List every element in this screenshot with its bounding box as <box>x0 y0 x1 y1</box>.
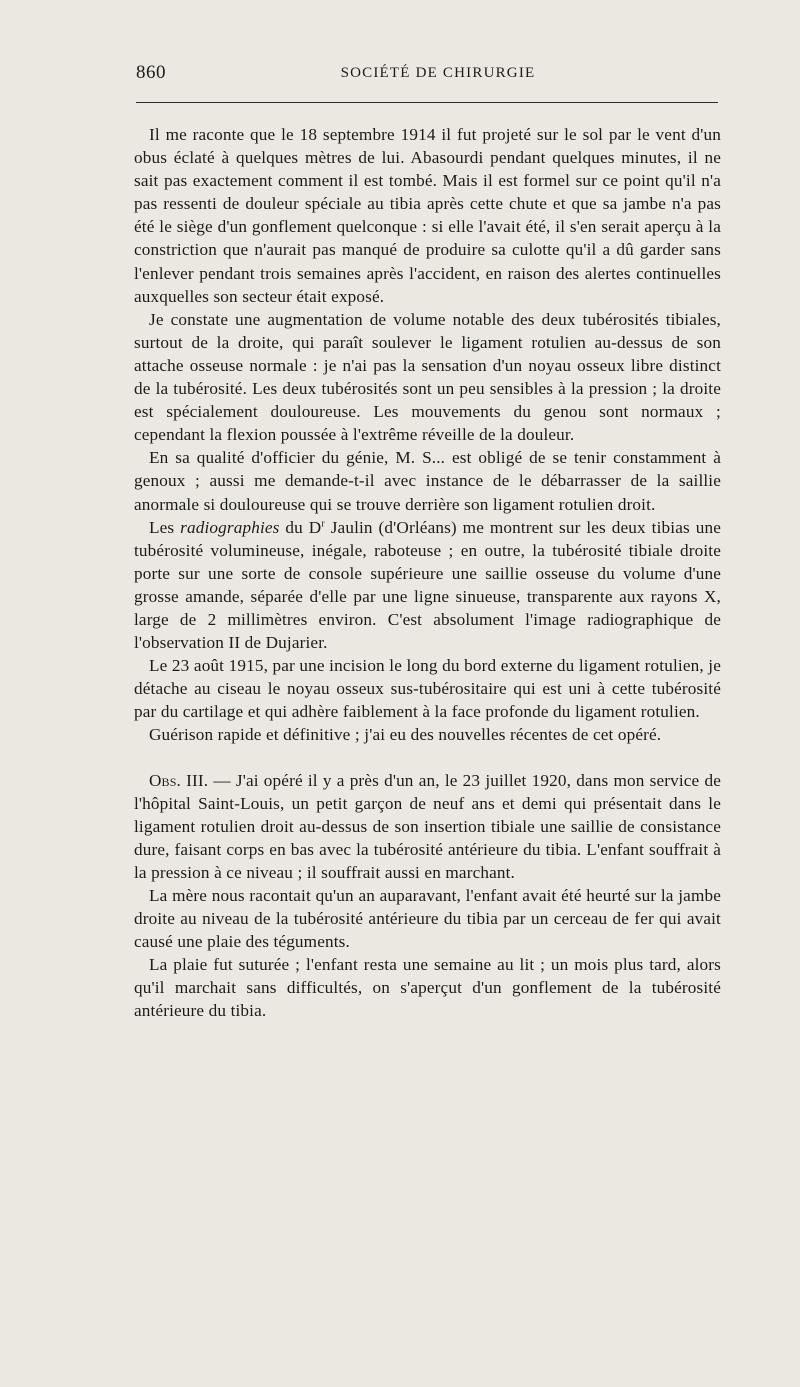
paragraph-4-rest: Jaulin (d'Orléans) me montrent sur les deux tibias une tubérosité volumineuse, inégale, raboteuse ; en outre, la tubérosité tibiale droite porte sur une sorte de console supérieure une saillie osseuse du volume d'une grosse amande, séparée d'elle par une ligne sinueuse, transparente aux rayons X, large de 2 millimètres environ. C'est absolument l'image radiographique de l'observation II de Dujarier. <box>134 517 721 653</box>
paragraph-4-doctor: du D <box>279 517 322 537</box>
paragraph-4 <box>134 516 721 655</box>
header-rule <box>136 102 718 103</box>
paragraph-2: Je constate une augmentation de volume notable des deux tubérosités tibiales, surtout de la droite, qui paraît soulever le ligament rotulien au-dessus de son attache osseuse normale : je n'ai pas la sensation d'un noyau osseux libre distinct de la tubérosité. Les deux tubérosités sont un peu sensibles à la pression ; la droite est spécialement douloureuse. Les mouvements du genou sont normaux ; cependant la flexion poussée à l'extrême réveille de la douleur. <box>134 309 721 445</box>
observation-text: — J'ai opéré il y a près d'un an, le 23 juillet 1920, dans mon service de l'hôpital Saint-Louis, un petit garçon de neuf ans et demi qui présentait dans le ligament rotulien droit au-dessus de son insertion tibiale une saillie de consistance dure, faisant corps en bas avec la tubérosité antérieure du tibia. L'enfant souffrait à la pression à ce niveau ; il souffrait aussi en marchant. <box>134 770 721 882</box>
running-title: SOCIÉTÉ DE CHIRURGIE <box>340 65 536 81</box>
doctor-superscript: r <box>321 517 325 529</box>
paragraph-3: En sa qualité d'officier du génie, M. S... est obligé de se tenir constamment à genoux ; aussi me demande-t-il avec instance de le débarrasser de la saillie anormale si douloureuse qui se trouve derrière son ligament rotulien droit. <box>134 448 721 514</box>
paragraph-6: Guérison rapide et définitive ; j'ai eu des nouvelles récentes de cet opéré. <box>149 725 662 745</box>
paragraph-8: La mère nous racontait qu'un an auparavant, l'enfant avait été heurté sur la jambe droite au niveau de la tubérosité antérieure du tibia par un cerceau de fer qui avait causé une plaie des téguments. <box>134 886 721 952</box>
paragraph-1: Il me raconte que le 18 septembre 1914 il fut projeté sur le sol par le vent d'un obus éclaté à quelques mètres de lui. Abasourdi pendant quelques minutes, il ne sait pas exactement comment il est tombé. Mais il est formel sur ce point qu'il n'a pas ressenti de douleur spéciale au tibia après cette chute et que sa jambe n'a pas été le siège d'un gonflement quelconque : si elle l'avait été, il s'en serait aperçu à la constriction que n'aurait pas manqué de produire sa culotte qu'il a dû garder sans l'enlever pendant trois semaines après l'accident, en raison des alertes continuelles auxquelles son secteur était exposé. <box>134 125 721 306</box>
paragraph-4-start: Les <box>149 517 181 537</box>
paragraph-9: La plaie fut suturée ; l'enfant resta une semaine au lit ; un mois plus tard, alors qu'il marchait sans difficultés, on s'aperçut d'un gonflement de la tubérosité antérieure du tibia. <box>134 955 721 1021</box>
page-header <box>136 62 720 88</box>
body-text <box>134 123 721 1023</box>
radiographies-italic: radiographies <box>180 517 280 537</box>
paragraph-7-observation <box>134 769 721 884</box>
page-number: 860 <box>136 62 166 83</box>
paragraph-5: Le 23 août 1915, par une incision le long du bord externe du ligament rotulien, je détache au ciseau le noyau osseux sus-tubérositaire qui est uni à cette tubérosité par du cartilage et qui adhère faiblement à la face profonde du ligament rotulien. <box>134 656 721 722</box>
observation-label: Obs. III. <box>149 770 209 790</box>
